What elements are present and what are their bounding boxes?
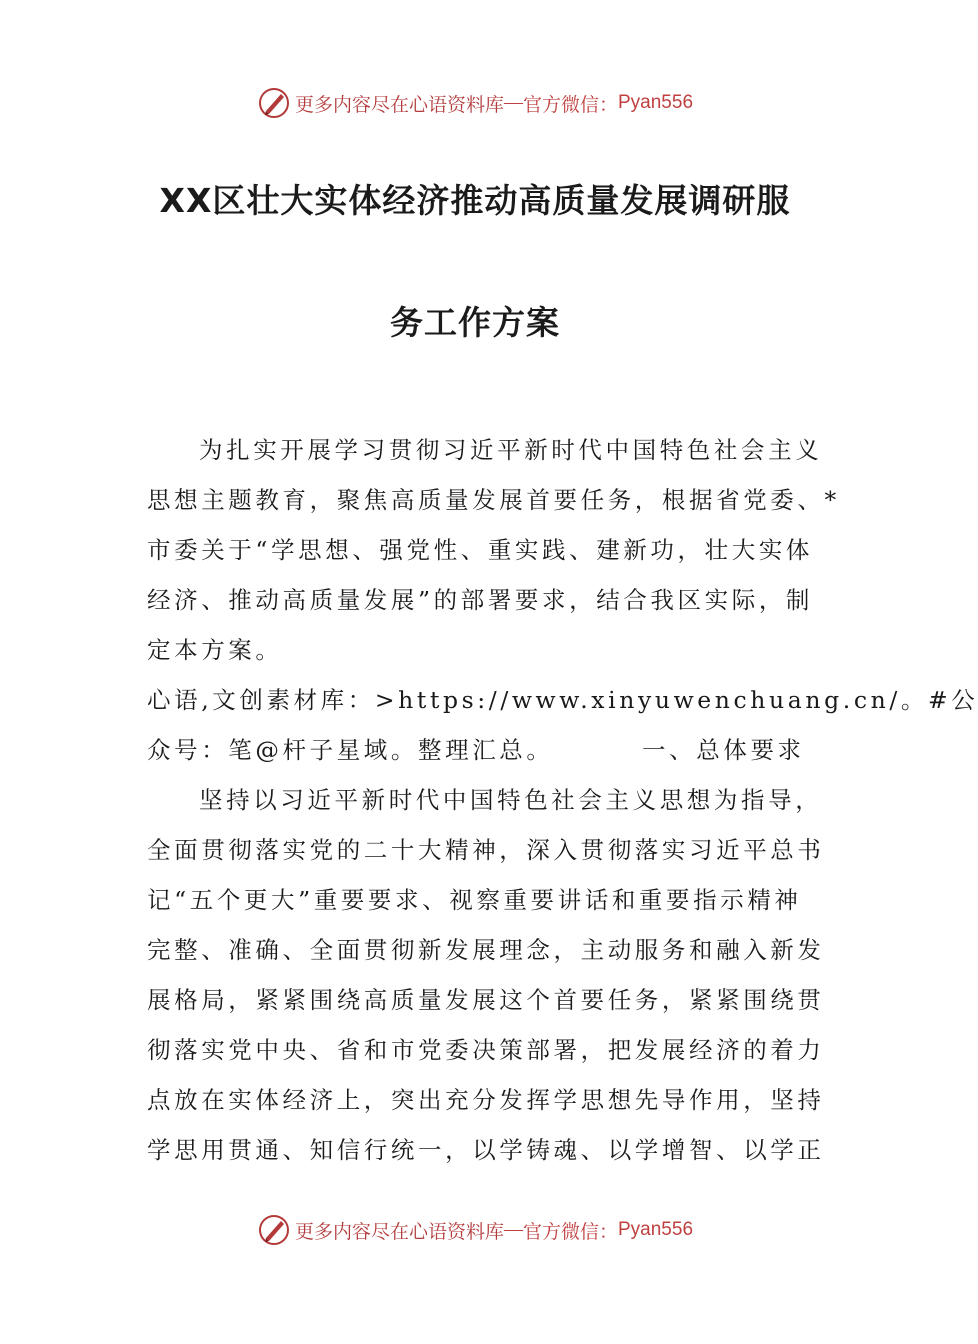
- body-line: 展格局，紧紧围绕高质量发展这个首要任务，紧紧围绕贯: [147, 986, 825, 1014]
- body-line: 记“五个更大”重要要求、视察重要讲话和重要指示精神: [147, 886, 802, 914]
- pen-logo-icon: [257, 86, 291, 120]
- document-title-line-1: XX区壮大实体经济推动高质量发展调研服: [159, 181, 791, 220]
- body-line: 完整、准确、全面贯彻新发展理念，主动服务和融入新发: [147, 936, 825, 964]
- header-watermark-banner: [0, 83, 950, 123]
- body-line: 彻落实党中央、省和市党委决策部署，把发展经济的着力: [147, 1036, 825, 1064]
- banner-official-label: 官方微信：: [522, 94, 618, 116]
- body-line: 全面贯彻落实党的二十大精神，深入贯彻落实习近平总书: [147, 836, 825, 864]
- body-text: [147, 425, 978, 1175]
- body-line: 学思用贯通、知信行统一，以学铸魂、以学增智、以学正: [147, 1136, 825, 1164]
- banner-official-label: 官方微信：: [522, 1221, 618, 1243]
- body-line-source-link: 心语,文创素材库：>https://www.xinyuwenchuang.cn/。#公: [147, 686, 978, 714]
- body-line: 点放在实体经济上，突出充分发挥学思想先导作用，坚持: [147, 1086, 825, 1114]
- banner-dash: —: [503, 92, 523, 113]
- body-line: 定本方案。: [147, 636, 283, 664]
- body-line: 坚持以习近平新时代中国特色社会主义思想为指导，: [199, 786, 823, 814]
- banner-main-text: 更多内容尽在心语资料库: [294, 93, 504, 116]
- body-line: 为扎实开展学习贯彻习近平新时代中国特色社会主义: [199, 436, 823, 464]
- body-line-section-heading: 众号：笔@杆子星域。整理汇总。 一、总体要求: [147, 736, 805, 764]
- body-line: 思想主题教育，聚焦高质量发展首要任务，根据省党委、*: [147, 486, 840, 514]
- body-line: 经济、推动高质量发展”的部署要求，结合我区实际，制: [147, 586, 814, 614]
- pen-logo-icon: [257, 1213, 291, 1247]
- banner-dash: —: [503, 1219, 523, 1240]
- banner-main-text: 更多内容尽在心语资料库: [294, 1220, 504, 1243]
- banner-wechat-id: Pyan556: [618, 92, 694, 113]
- body-line: 市委关于“学思想、强党性、重实践、建新功，壮大实体: [147, 536, 814, 564]
- document-title-line-2: 务工作方案: [390, 303, 560, 342]
- banner-wechat-id: Pyan556: [618, 1219, 694, 1240]
- footer-watermark-banner: [0, 1210, 950, 1250]
